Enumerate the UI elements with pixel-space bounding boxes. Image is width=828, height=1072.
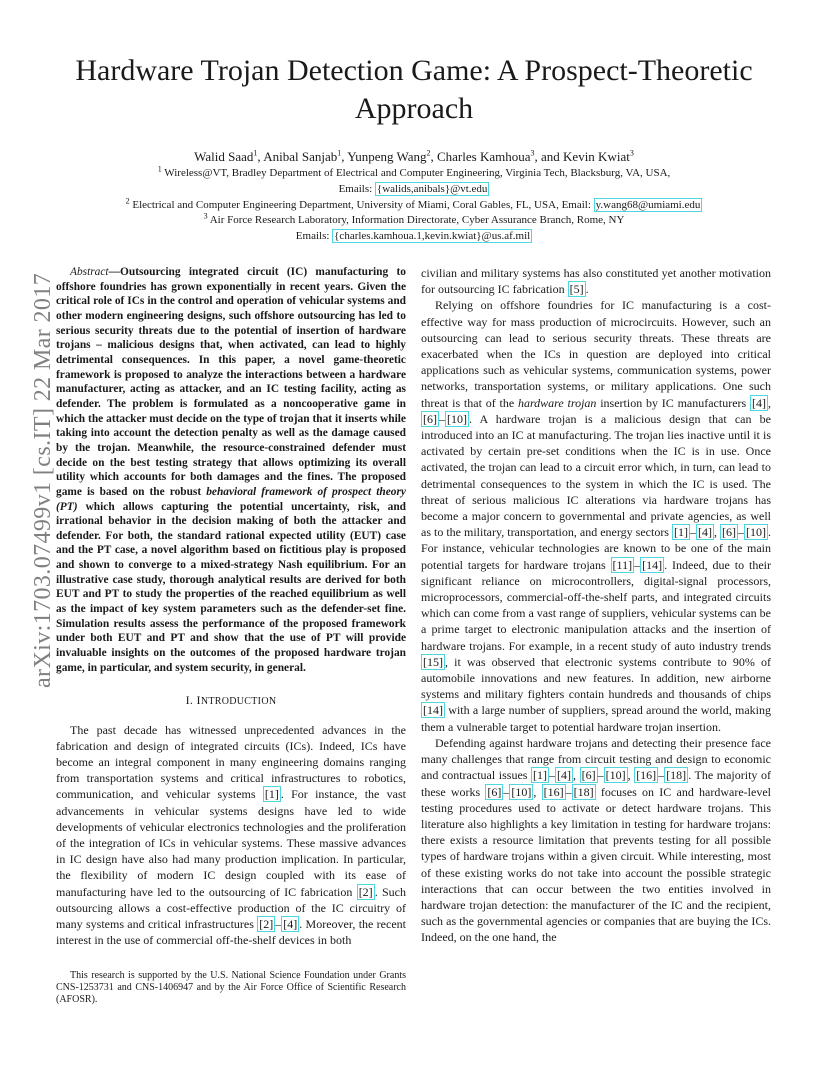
citation-link[interactable]: [16]	[636, 768, 657, 783]
citation-link[interactable]: [5]	[569, 282, 584, 297]
abstract-text: —Outsourcing integrated circuit (IC) manufacturing to offshore foundries has grown exponentially in recent years. Given the critical role of ICs in the control and operation of vehicular systems and other modern engineering designs, such offshore outsourcing has led to serious security threats due to the potential of insertion of hardware trojans – malicious designs that, when activated, can lead to highly detrimental consequences. In this paper, a novel game-theoretic framework is proposed to analyze the interactions between a hardware manufacturer, acting as attacker, and an IC testing facility, acting as defender. The problem is formulated as a noncooperative game in which the attacker must decide on the type of trojan that it inserts while taking into account the detection penalty as well as the damage caused by the trojan. Meanwhile, the resource-constrained defender must decide on the best testing strategy that allows optimizing its overall utility which accounts for both damages and the fines. The proposed game is based on the robust	[56, 266, 406, 498]
body-text: , it was observed that electronic systems contribute to 90% of automobile innovations and new features. In addition, new airborne systems and military fighters contain hundreds and thousands of chips	[421, 654, 771, 702]
body-text: –	[439, 411, 445, 426]
paper-title: Hardware Trojan Detection Game: A Prospect-Theoretic Approach	[75, 54, 753, 125]
body-text: ,	[768, 395, 771, 410]
author-name: Walid Saad	[194, 149, 254, 164]
body-text: –	[503, 784, 510, 799]
author-name: Charles Kamhoua	[436, 149, 531, 164]
right-column	[421, 265, 771, 946]
citation-link[interactable]: [10]	[447, 411, 467, 426]
body-text: . Such outsourcing allows a cost-effective production of the IC circuitry of many systems and critical infrastructures	[56, 884, 406, 932]
section-title: NTRODUCTION	[200, 696, 277, 708]
affiliation-text: Wireless@VT, Bradley Department of Electrical and Computer Engineering, Virginia Tech, Blacksburg, VA, USA,	[164, 167, 671, 179]
author-name: Kevin Kwiat	[563, 149, 630, 164]
abstract-emphasis: behavioral framework of prospect theory (PT)	[56, 485, 406, 513]
citation-link[interactable]: [1]	[264, 787, 279, 802]
emails-label: Emails:	[295, 230, 330, 242]
citation-link[interactable]: [14]	[423, 703, 443, 718]
body-text: focuses on IC and hardware-level testing procedures used to activate or detect hardware trojans. This literature also highlights a key limitation in testing for hardware trojans: there exists a resource limitation that prevents testing for all possible types of hardware trojans within a given circuit. While interesting, most of these existing works do not take into account the possible strategic interactions that can occur between the two entities involved in hardware trojan detection: the manufacturer of the IC and the recipient, such as the governmental agencies or companies that are buying the ICs. Indeed, on the one hand, the	[421, 784, 771, 945]
abstract	[56, 265, 406, 675]
affiliation-number: 3	[203, 211, 208, 221]
author-name: Yunpeng Wang	[347, 149, 427, 164]
citation-link[interactable]: [14]	[642, 557, 663, 572]
citation-link[interactable]: [6]	[722, 525, 737, 540]
affiliation-text: Air Force Research Laboratory, Information Directorate, Cyber Assurance Branch, Rome, NY	[209, 214, 625, 226]
email-link[interactable]: y.wang68@umiami.edu	[595, 199, 701, 211]
body-text: –	[565, 784, 572, 799]
body-text: . For instance, vehicular technologies are known to be one of the main potential targets for hardware trojans	[421, 525, 772, 572]
body-text: . Indeed, due to their significant reliance on microcontrollers, digital-signal processors, microprocessors, commercial-off-the-shelf parts, and integrated circuits which can come from a vast range of suppliers, vehicular systems can be a prime target to electronic manipulation attacks and the insertion of hardware trojans. For example, in a recent study of auto industry trends	[421, 557, 771, 653]
citation-link[interactable]: [6]	[487, 784, 502, 799]
affiliation-number: 2	[125, 196, 130, 206]
author-list: Walid Saad$^1$, Anibal Sanjab$^1$, Yunpeng Wang$^2$, Charles Kamhoua$^3$, and Kevin Kwiat$^3$	[194, 148, 634, 164]
body-text: –	[658, 768, 665, 783]
affiliation-1-emails	[40, 182, 788, 196]
intro-paragraph	[56, 722, 406, 949]
citation-link[interactable]: [2]	[259, 917, 274, 932]
emphasis-text: hardware trojan	[517, 395, 597, 410]
body-text: Relying on offshore foundries for IC manufacturing is a cost-effective way for mass production of microcircuits. However, such an outsourcing can lead to serious security threats. These threats are exacerbated when the ICs in question are deployed into critical applications such as vehicular systems, communication systems, power networks, transportation systems, or military applications. One such threat is that of the	[421, 298, 771, 410]
body-text: –	[738, 525, 745, 540]
paragraph	[421, 735, 771, 946]
affiliation-text: Electrical and Computer Engineering Department, University of Miami, Coral Gables, FL, USA, Email:	[132, 199, 591, 211]
body-text: . Moreover, the recent interest in the use of commercial off-the-shelf devices in both	[56, 917, 406, 948]
citation-link[interactable]: [10]	[746, 525, 767, 540]
left-column	[56, 265, 406, 948]
citation-link[interactable]: [1]	[674, 525, 688, 540]
citation-link[interactable]: [10]	[605, 768, 626, 783]
citation-link[interactable]: [15]	[423, 654, 443, 669]
paragraph	[421, 297, 771, 734]
arxiv-stamp: arXiv:1703.07499v1 [cs.IT] 22 Mar 2017	[30, 272, 56, 688]
affiliation-3	[40, 213, 788, 227]
author-affiliation-mark: 1	[253, 148, 258, 158]
citation-link[interactable]: [6]	[423, 411, 437, 426]
body-text: ,	[533, 784, 542, 799]
body-text: ,	[627, 768, 635, 783]
footnote: This research is supported by the U.S. National Science Foundation under Grants CNS-1253731 and CNS-1406947 and by the Air Force Office of Scientific Research (AFOSR).	[56, 970, 406, 1005]
body-text: The past decade has witnessed unprecedented advances in the fabrication and design of integrated circuits (ICs). Indeed, ICs have become an integral component in many engineering domains ranging from transportation systems and critical infrastructures to robotics, communication, and vehicular systems	[56, 722, 406, 802]
citation-link[interactable]: [6]	[581, 768, 596, 783]
paragraph	[421, 265, 771, 297]
body-text: –	[634, 557, 641, 572]
body-text: –	[597, 768, 604, 783]
body-text: . A hardware trojan is a malicious design that can be introduced into an IC at manufacturing. The trojan lies inactive until it is activated by certain pre-set conditions when the IC is in use. Once activated, the trojan can lead to a circuit error which, in turn, can lead to detrimental consequences to the system in which the IC is used. The threat of serious malicious IC alterations via hardware trojans has become a major concern to governmental and private agencies, as well as to the military, transportation, and energy sectors	[421, 411, 771, 540]
abstract-text-cont: which allows capturing the potential uncertainty, risk, and irrational behavior in the decision making of both the attacker and defender. For both, the standard rational expected utility (EUT) case and the PT case, a novel algorithm based on fictitious play is proposed and shown to converge to a mixed-strategy Nash equilibrium. For an illustrative case study, thorough analytical results are derived for both EUT and PT to study the properties of the reached equilibrium as well as the impact of key system parameters such as the defender-set fine. Simulation results assess the performance of the proposed framework under both EUT and PT and show that the use of PT will provide invaluable insights on the outcomes of the proposed hardware trojan game, in particular, and system security, in general.	[56, 500, 406, 674]
body-text: civilian and military systems has also constituted yet another motivation for outsourcing IC fabrication	[421, 266, 771, 297]
abstract-lead: Abstract	[70, 266, 109, 278]
email-link[interactable]: {charles.kamhoua.1,kevin.kwiat}@us.af.mil	[334, 230, 531, 242]
body-text: ,	[714, 525, 721, 540]
body-text: –	[275, 917, 282, 932]
citation-link[interactable]: [4]	[698, 525, 712, 540]
author-affiliation-mark: 3	[530, 148, 535, 158]
author-name: Anibal Sanjab	[263, 149, 338, 164]
author-affiliation-mark: 2	[426, 148, 431, 158]
citation-link[interactable]: [11]	[612, 557, 633, 572]
emails-label: Emails:	[338, 183, 373, 195]
citation-link[interactable]: [2]	[358, 884, 373, 899]
citation-link[interactable]: [16]	[543, 784, 564, 799]
affiliation-2	[40, 198, 788, 212]
citation-link[interactable]: [4]	[557, 768, 572, 783]
section-cap: I	[196, 693, 201, 708]
section-heading	[56, 692, 406, 710]
affiliation-number: 1	[157, 164, 162, 174]
body-text: . The majority of these works	[421, 768, 772, 799]
affiliation-3-emails	[40, 229, 788, 243]
body-text: insertion by IC manufacturers	[596, 395, 750, 410]
citation-link[interactable]: [4]	[752, 395, 766, 410]
citation-link[interactable]: [18]	[573, 784, 594, 799]
body-text: .	[585, 282, 589, 297]
section-number: I.	[185, 693, 194, 708]
citation-link[interactable]: [4]	[283, 917, 298, 932]
author-affiliation-mark: 3	[629, 148, 634, 158]
body-text: –	[690, 525, 696, 540]
citation-link[interactable]: [1]	[533, 768, 548, 783]
author-affiliation-mark: 1	[337, 148, 342, 158]
citation-link[interactable]: [10]	[511, 784, 532, 799]
body-text: –	[549, 768, 556, 783]
affiliation-1	[40, 166, 788, 180]
body-text: . For instance, the vast advancements in vehicular systems designs have led to wide developments of vehicular electronics technologies and the proliferation of the integration of ICs in vehicular systems. These massive advances in IC design have also had many production implication. In particular, the flexibility of modern IC design coupled with its ease of manufacturing have led to the outsourcing of IC fabrication	[56, 787, 406, 899]
body-text: ,	[573, 768, 580, 783]
body-text: Defending against hardware trojans and detecting their presence face many challenges that range from circuit testing and design to economic and contractual issues	[421, 735, 771, 783]
email-link[interactable]: {walids,anibals}@vt.edu	[376, 183, 488, 195]
body-text: with a large number of suppliers, spread around the world, making them a vulnerable target to potential hardware trojan insertion.	[421, 703, 771, 734]
citation-link[interactable]: [18]	[666, 768, 687, 783]
